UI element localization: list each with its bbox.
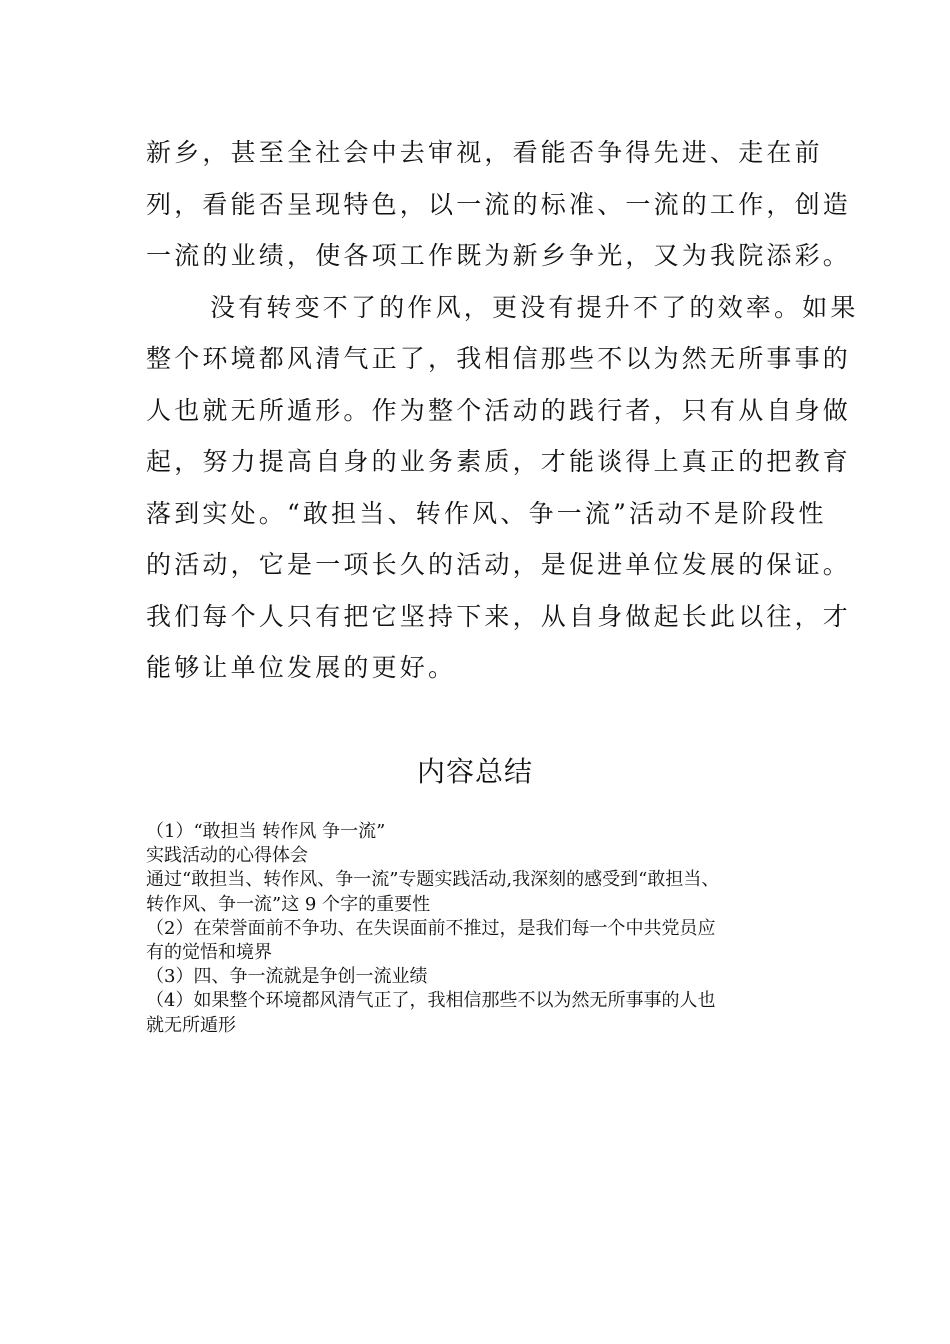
- summary-line: 通过“敢担当、转作风、争一流”专题实践活动,我深刻的感受到“敢担当、: [146, 869, 720, 891]
- summary-line: 实践活动的心得体会: [146, 845, 308, 867]
- summary-line: 就无所遁形: [146, 1014, 236, 1036]
- summary-line: 转作风、争一流”这 9 个字的重要性: [146, 893, 431, 915]
- summary-line: （2）在荣誉面前不争功、在失误面前不推过，是我们每一个中共党员应: [146, 917, 716, 939]
- summary-line: （1）“敢担当 转作风 争一流”: [146, 821, 386, 842]
- summary-line: （3）四、争一流就是争创一流业绩: [146, 966, 428, 988]
- body-line: 落到实处。“敢担当、转作风、争一流”活动不是阶段性: [146, 498, 827, 528]
- body-text: [146, 127, 859, 694]
- body-line: 没有转变不了的作风，更没有提升不了的效率。如果: [210, 292, 859, 322]
- summary-title: 内容总结: [416, 755, 533, 788]
- body-line: 的活动，它是一项长久的活动，是促进单位发展的保证。: [146, 550, 852, 579]
- body-line: 起，努力提高自身的业务素质，才能谈得上真正的把教育: [146, 447, 852, 476]
- summary-line: （4）如果整个环境都风清气正了，我相信那些不以为然无所事事的人也: [146, 990, 716, 1012]
- body-line: 我们每个人只有把它坚持下来，从自身做起长此以往，才: [146, 601, 852, 631]
- summary-line: 有的觉悟和境界: [146, 941, 272, 963]
- summary-list: [146, 820, 806, 1038]
- body-line: 人也就无所遁形。作为整个活动的践行者，只有从自身做: [146, 395, 852, 425]
- body-line: 新乡，甚至全社会中去审视，看能否争得先进、走在前: [146, 138, 823, 167]
- body-line: 一流的业绩，使各项工作既为新乡争光，又为我院添彩。: [146, 241, 852, 270]
- body-line: 能够让单位发展的更好。: [146, 653, 457, 682]
- body-line: 整个环境都风清气正了，我相信那些不以为然无所事事的: [146, 344, 852, 373]
- body-line: 列，看能否呈现特色，以一流的标准、一流的工作，创造: [146, 189, 852, 219]
